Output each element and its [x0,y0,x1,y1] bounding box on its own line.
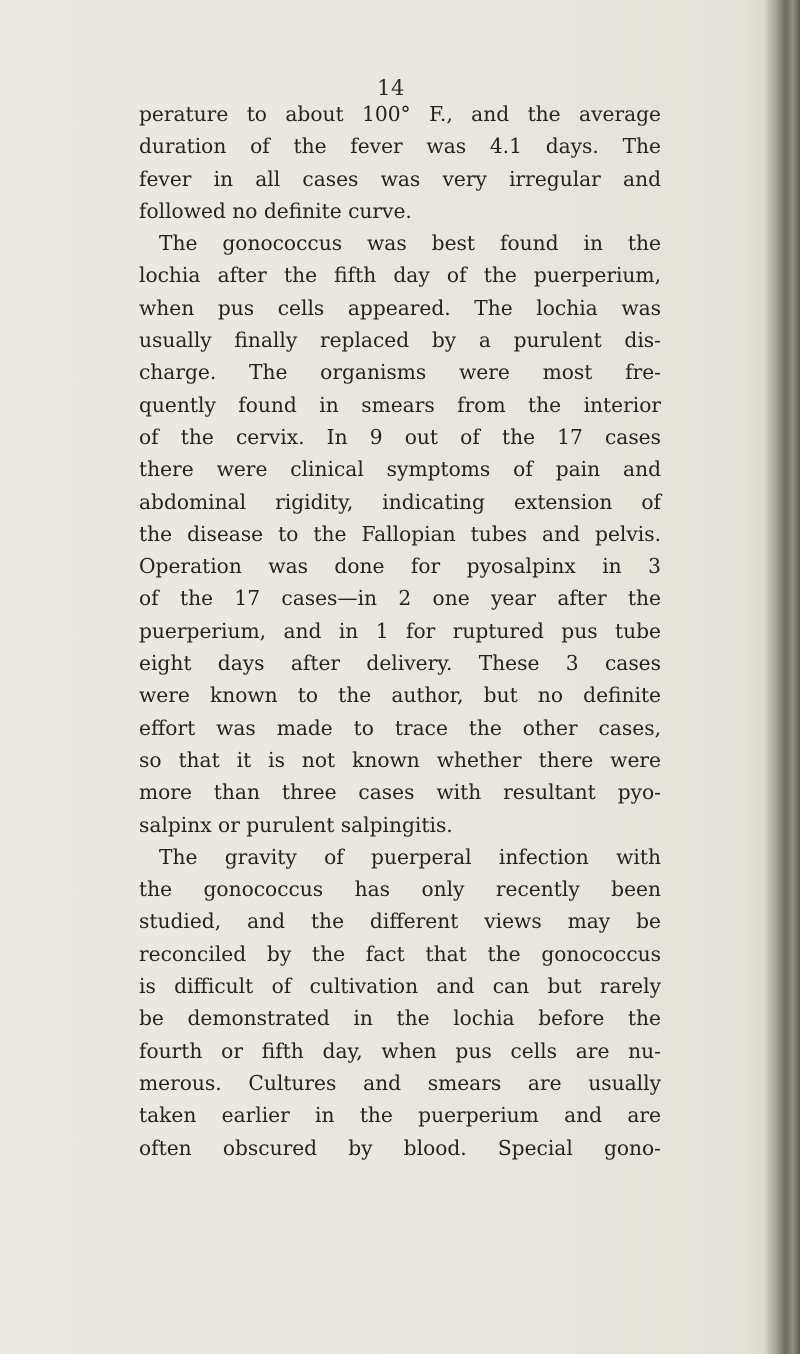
text-line: of the 17 cases—in 2 one year after the [139,586,661,611]
text-line: more than three cases with resultant pyo- [139,780,661,805]
text-line: The gravity of puerperal infection with [159,844,661,869]
text-line: perature to about 100° F., and the average [139,102,661,126]
text-line: reconciled by the fact that the gonococcus [139,941,661,966]
text-line: eight days after delivery. These 3 cases [139,651,661,676]
text-line: when pus cells appeared. The lochia was [139,295,661,320]
text-line: The gonococcus was best found in the [159,231,661,256]
text-line: salpinx or purulent salpingitis. [139,812,453,837]
text-line: merous. Cultures and smears are usually [139,1070,661,1095]
text-line: studied, and the different views may be [139,909,661,934]
text-line: lochia after the fifth day of the puerperium, [139,263,661,288]
text-line: charge. The organisms were most fre- [139,360,661,385]
text-line: abdominal rigidity, indicating extension of [139,489,661,514]
page-number: 14 [377,76,405,100]
text-line: Operation was done for pyosalpinx in 3 [139,554,661,579]
text-line: usually finally replaced by a purulent dis- [139,328,661,353]
text-line: fourth or fifth day, when pus cells are nu- [139,1038,661,1063]
text-line: effort was made to trace the other cases, [139,715,661,740]
body-text [139,98,661,1164]
text-line: is difficult of cultivation and can but rarely [139,974,661,999]
text-line: so that it is not known whether there were [139,747,661,772]
text-line: puerperium, and in 1 for ruptured pus tube [139,618,661,643]
text-line: there were clinical symptoms of pain and [139,457,661,482]
text-line: were known to the author, but no definite [139,683,661,708]
text-line: duration of the fever was 4.1 days. The [139,134,661,159]
text-line: of the cervix. In 9 out of the 17 cases [139,424,661,449]
text-line: quently found in smears from the interior [139,392,661,417]
text-line: taken earlier in the puerperium and are [139,1103,661,1128]
text-line: the gonococcus has only recently been [139,877,661,902]
text-line: the disease to the Fallopian tubes and pelvis. [139,521,661,546]
text-line: followed no definite curve. [139,198,412,223]
text-line: be demonstrated in the lochia before the [139,1006,661,1031]
page-binding-edge [764,0,800,1354]
text-line: often obscured by blood. Special gono- [139,1135,661,1160]
text-line: fever in all cases was very irregular and [139,166,661,191]
